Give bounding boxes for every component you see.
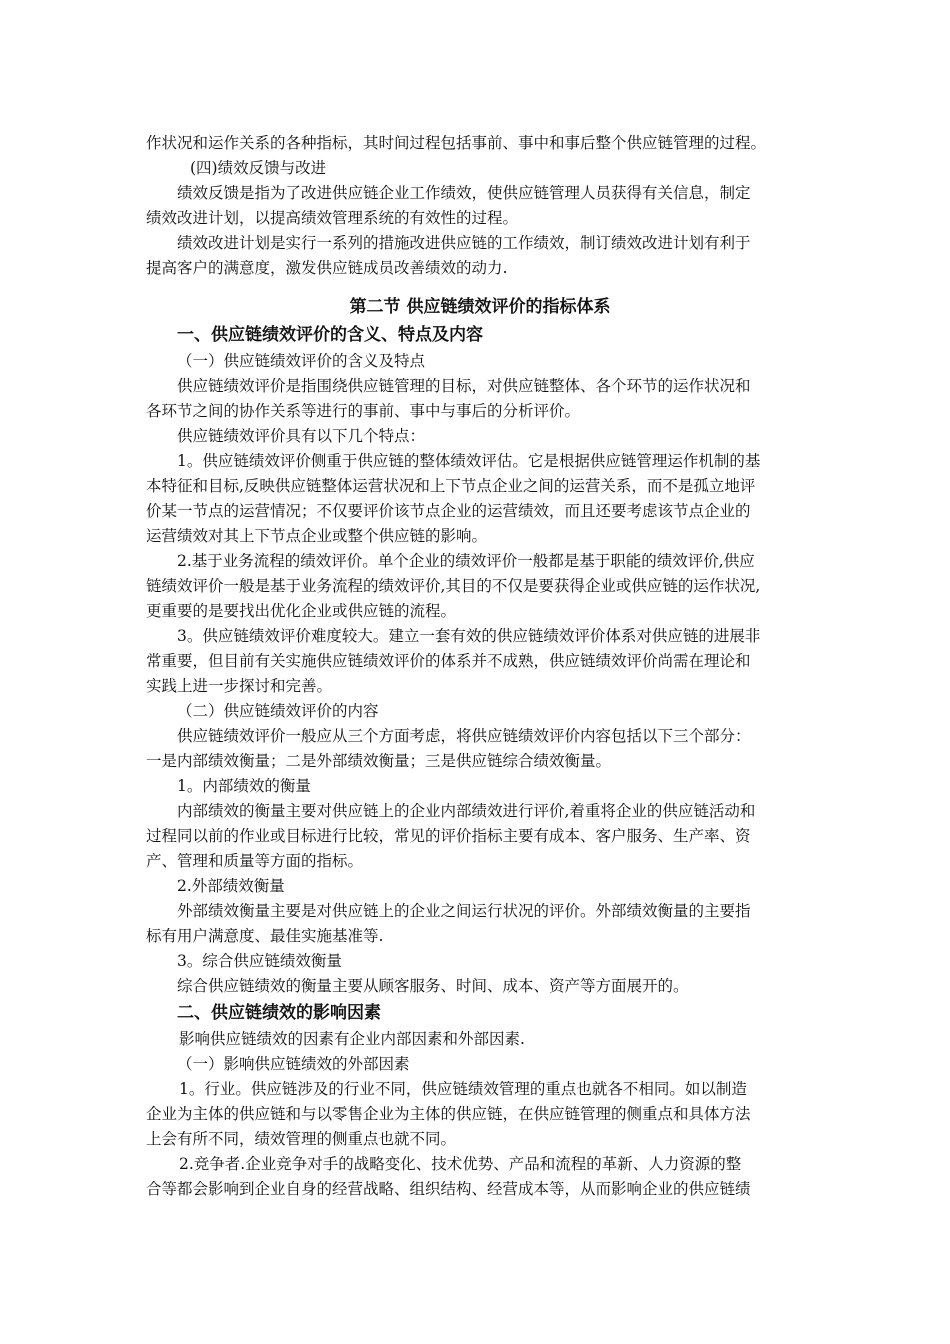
text-line: 供应链绩效评价具有以下几个特点：: [177, 427, 426, 445]
text-line: 产、管理和质量等方面的指标。: [146, 852, 364, 870]
text-line: 提高客户的满意度，激发供应链成员改善绩效的动力.: [146, 259, 508, 277]
text-line: 外部绩效衡量主要是对供应链上的企业之间运行状况的评价。外部绩效衡量的主要指: [177, 902, 751, 920]
section-title: 第二节 供应链绩效评价的指标体系: [349, 297, 611, 317]
subsection-heading: 3。综合供应链绩效衡量: [177, 952, 342, 970]
text-line: 运营绩效对其上下节点企业或整个供应链的影响。: [146, 527, 488, 545]
text-line: 绩效反馈是指为了改进供应链企业工作绩效，使供应链管理人员获得有关信息，制定: [177, 184, 751, 202]
text-line: 3。供应链绩效评价难度较大。建立一套有效的供应链绩效评价体系对供应链的进展非: [177, 627, 761, 645]
text-line: 企业为主体的供应链和与以零售企业为主体的供应链，在供应链管理的侧重点和具体方法: [146, 1105, 751, 1123]
text-line: 供应链绩效评价是指围绕供应链管理的目标，对供应链整体、各个环节的运作状况和: [177, 377, 751, 395]
text-line: 1。供应链绩效评价侧重于供应链的整体绩效评估。它是根据供应链管理运作机制的基: [177, 452, 761, 470]
text-line: 过程同以前的作业或目标进行比较，常见的评价指标主要有成本、客户服务、生产率、资: [146, 827, 751, 845]
text-line: 本特征和目标,反映供应链整体运营状况和上下节点企业之间的运营关系，而不是孤立地评: [146, 477, 756, 495]
subsection-heading: 1。内部绩效的衡量: [177, 777, 311, 795]
subsection-heading: (四)绩效反馈与改进: [190, 159, 327, 177]
subsection-heading: 2.外部绩效衡量: [177, 877, 285, 895]
text-line: 作状况和运作关系的各种指标，其时间过程包括事前、事中和事后整个供应链管理的过程。: [146, 134, 767, 152]
text-line: 实践上进一步探讨和完善。: [146, 677, 333, 695]
text-line: 价某一节点的运营情况；不仅要评价该节点企业的运营绩效，而且还要考虑该节点企业的: [146, 502, 751, 520]
text-line: 影响供应链绩效的因素有企业内部因素和外部因素.: [179, 1030, 525, 1048]
subsection-heading: （一）影响供应链绩效的外部因素: [177, 1055, 410, 1073]
text-line: 内部绩效的衡量主要对供应链上的企业内部绩效进行评价,着重将企业的供应链活动和: [177, 802, 756, 820]
text-line: 标有用户满意度、最佳实施基准等.: [146, 927, 384, 945]
text-line: 绩效改进计划，以提高绩效管理系统的有效性的过程。: [146, 209, 519, 227]
text-line: 供应链绩效评价一般应从三个方面考虑，将供应链绩效评价内容包括以下三个部分：: [177, 727, 751, 745]
section-heading: 二、供应链绩效的影响因素: [177, 1003, 381, 1023]
text-line: 2.基于业务流程的绩效评价。单个企业的绩效评价一般都是基于职能的绩效评价,供应: [177, 552, 755, 570]
text-line: 常重要，但目前有关实施供应链绩效评价的体系并不成熟，供应链绩效评价尚需在理论和: [146, 652, 751, 670]
text-line: 2.竞争者.企业竞争对手的战略变化、技术优势、产品和流程的革新、人力资源的整: [179, 1155, 742, 1173]
text-line: 链绩效评价一般是基于业务流程的绩效评价,其目的不仅是要获得企业或供应链的运作状况,: [146, 577, 761, 595]
text-line: 上会有所不同，绩效管理的侧重点也就不同。: [146, 1130, 457, 1148]
text-line: 绩效改进计划是实行一系列的措施改进供应链的工作绩效，制订绩效改进计划有利于: [177, 234, 751, 252]
text-line: 综合供应链绩效的衡量主要从顾客服务、时间、成本、资产等方面展开的。: [177, 977, 689, 995]
document-body: [146, 131, 814, 1202]
text-line: 一是内部绩效衡量；二是外部绩效衡量；三是供应链综合绩效衡量。: [146, 752, 612, 770]
subsection-heading: （二）供应链绩效评价的内容: [177, 702, 379, 720]
text-line: 各环节之间的协作关系等进行的事前、事中与事后的分析评价。: [146, 402, 581, 420]
subsection-heading: （一）供应链绩效评价的含义及特点: [177, 352, 426, 370]
text-line: 1。行业。供应链涉及的行业不同，供应链绩效管理的重点也就各不相同。如以制造: [179, 1080, 747, 1098]
section-heading: 一、供应链绩效评价的含义、特点及内容: [177, 325, 483, 345]
text-line: 合等都会影响到企业自身的经营战略、组织结构、经营成本等，从而影响企业的供应链绩: [146, 1180, 751, 1198]
text-line: 更重要的是要找出优化企业或供应链的流程。: [146, 602, 457, 620]
